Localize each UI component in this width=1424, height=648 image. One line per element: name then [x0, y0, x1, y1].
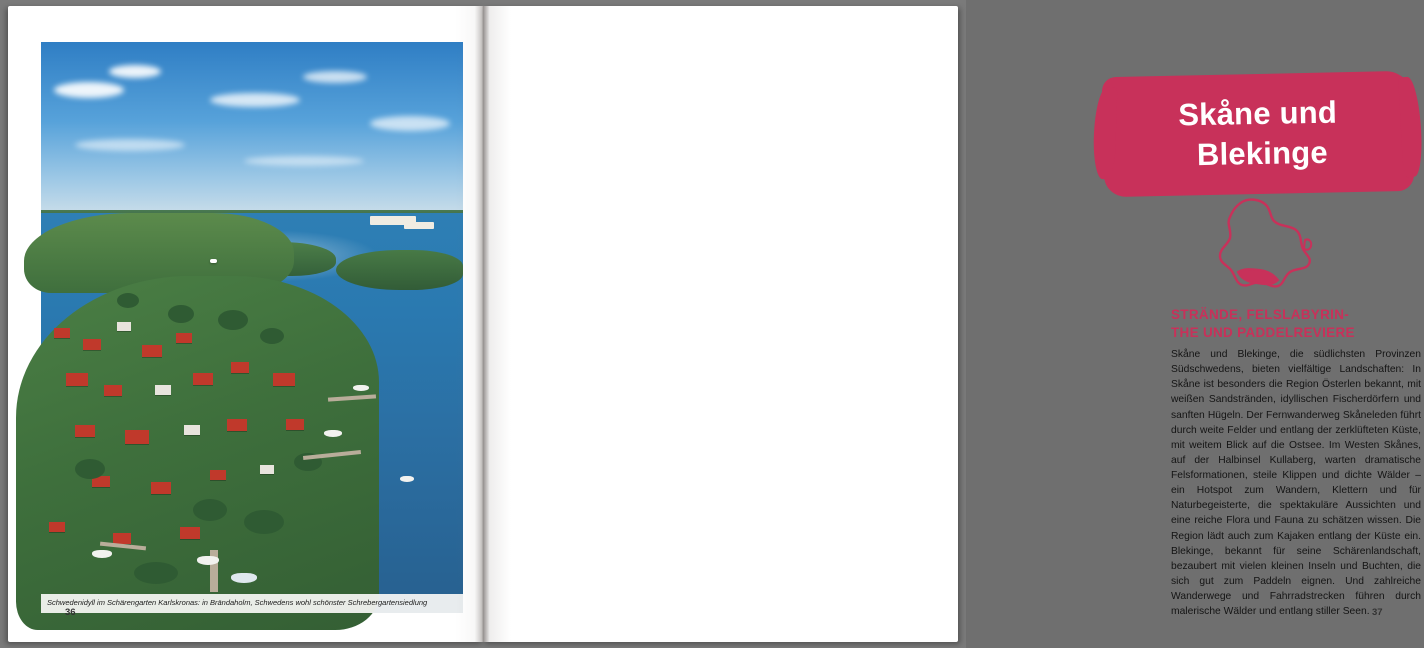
tree [244, 510, 284, 534]
photo-caption: Schwedenidyll im Schärengarten Karlskronas: in Brändaholm, Schwedens wohl schönster Schrebergartensiedlung [41, 594, 463, 613]
chapter-title-banner [1103, 74, 1413, 194]
tree [193, 499, 227, 521]
chapter-title-line1: Skåne und [1178, 94, 1338, 133]
white-cottage [155, 385, 171, 395]
red-cottage [151, 482, 171, 494]
moored-boat [197, 556, 219, 565]
subheading-line2: THE UND PADDELREVIERE [1171, 324, 1355, 340]
tree [260, 328, 284, 344]
sweden-map-icon [1208, 196, 1328, 302]
left-page [8, 6, 483, 642]
red-cottage [75, 425, 95, 437]
red-cottage [54, 328, 70, 338]
photo-figure [41, 42, 463, 613]
body-text: Skåne und Blekinge, die südlichsten Provinzen Südschwedens, bieten vielfältige Landschaften: In Skåne ist besonders die Region Österlen bekannt, mit weißen Sandstränden, idyllischen Fischerdörfern und sanften Hügeln. Der Fernwanderweg Skåneleden führt durch weite Felder und entlang der zerklüfteten Küste, mit weitem Blick auf die Ostsee. Im Westen Skånes, auf der Halbinsel Kullaberg, warten dramatische Felsformationen, steile Klippen und dichte Wälder – ein Hotspot zum Wandern, Klettern und für Naturbegeisterte, die spektakuläre Aussichten und eine reiche Flora und Fauna zu schätzen wissen. Die Region lädt auch zum Kajaken entlang der Küste ein. Blekinge, bekannt für seine Schärenlandschaft, bezaubert mit vielen kleinen Inseln und Buchten, die sich gut zum Paddeln eignen. Und zahlreiche Wanderwege und Fahrradstrecken führen durch malerische Wälder und entlang stiller Seen. [1171, 349, 1421, 618]
boat [210, 259, 217, 263]
white-cottage [184, 425, 200, 435]
moored-boat [92, 550, 112, 558]
page-number-left: 36 [65, 607, 76, 618]
red-cottage [66, 373, 88, 386]
moored-boat [353, 385, 369, 391]
cloud [109, 65, 161, 78]
aerial-photo-karlskrona-archipelago [41, 42, 463, 613]
red-cottage [231, 362, 249, 373]
red-cottage [180, 527, 200, 539]
red-cottage [210, 470, 226, 480]
subheading-line1: STRÄNDE, FELSLABYRIN- [1171, 307, 1350, 322]
red-cottage [193, 373, 213, 385]
red-cottage [104, 385, 122, 396]
chapter-title [1102, 71, 1414, 196]
cloud [303, 71, 367, 83]
red-cottage [83, 339, 101, 350]
tree [134, 562, 178, 584]
red-cottage [273, 373, 295, 386]
moored-boat [231, 573, 257, 583]
red-cottage [227, 419, 247, 431]
cloud [54, 82, 124, 98]
tree [75, 459, 105, 479]
red-cottage [176, 333, 192, 343]
right-page [483, 6, 1421, 642]
small-island [336, 250, 463, 290]
red-cottage [49, 522, 65, 532]
red-cottage [125, 430, 149, 444]
red-cottage [286, 419, 304, 430]
section-subheading [1171, 306, 1421, 342]
white-cottage [117, 322, 131, 331]
red-cottage [142, 345, 162, 357]
distant-building [404, 222, 434, 229]
tree [168, 305, 194, 323]
cloud [75, 139, 185, 151]
white-cottage [260, 465, 274, 474]
sweden-map-svg [1208, 196, 1328, 302]
chapter-title-line2: Blekinge [1196, 134, 1329, 173]
moored-boat [400, 476, 414, 482]
page-number-right: 37 [1372, 607, 1383, 618]
